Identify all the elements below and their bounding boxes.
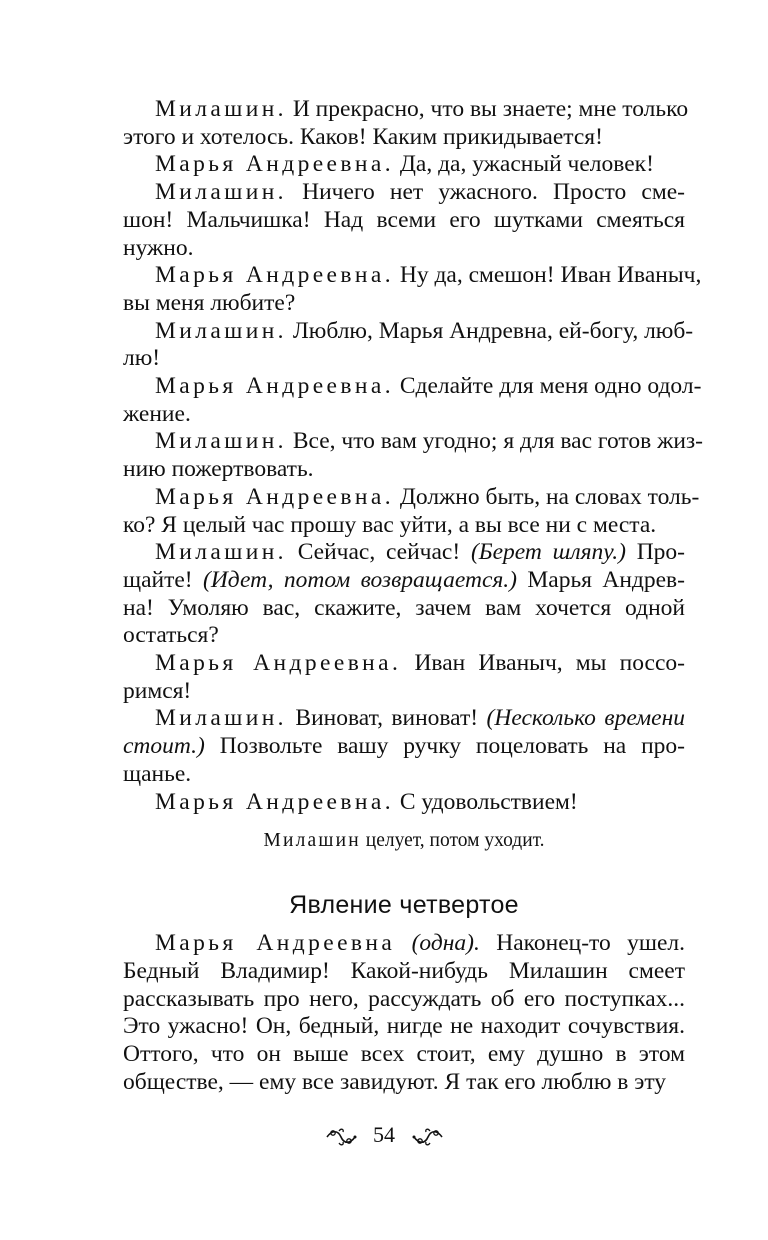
speaker-name: Милашин.	[155, 428, 287, 455]
page-footer	[0, 1120, 768, 1150]
text-line	[123, 401, 685, 429]
speaker-name: Марья Андреевна.	[155, 788, 394, 815]
line-text: Про-	[625, 539, 685, 566]
text-line	[123, 262, 702, 290]
line-text: рассказывать про него, рассуждать об его поступках...	[123, 985, 685, 1012]
speech-paragraph	[123, 317, 694, 373]
text-line	[123, 789, 685, 817]
line-text: на! Умоляю вас, скажите, зачем вам хочется одной	[123, 594, 685, 621]
line-text: Наконец-то ушел.	[479, 930, 685, 957]
line-text: Виноват, виноват!	[286, 705, 487, 732]
stage-remark: (Несколько времени	[486, 705, 685, 732]
stage-remark: (одна).	[411, 930, 480, 957]
text-line	[123, 207, 685, 235]
speaker-name: Марья Андреевна.	[155, 483, 394, 510]
text-line	[123, 373, 702, 401]
stage-remark: (Идет, потом возвращается.)	[203, 566, 518, 593]
speech-paragraph	[123, 262, 702, 317]
text-line	[123, 345, 685, 373]
speaker-name: Милашин.	[155, 96, 287, 122]
text-line	[123, 124, 685, 152]
text-line	[123, 890, 685, 920]
line-text: Иван Иваныч, мы поссо-	[401, 650, 685, 677]
text-line	[123, 512, 685, 540]
line-text	[395, 930, 411, 956]
text-line	[123, 151, 685, 179]
speech-paragraph	[123, 705, 685, 788]
text-line	[123, 317, 694, 346]
speech-paragraph	[123, 96, 689, 151]
line-text: лю!	[123, 345, 161, 372]
line-text: Ничего нет ужасного. Просто сме-	[286, 179, 685, 206]
stage-remark: стоит.)	[123, 733, 205, 760]
text-line	[123, 483, 700, 512]
text-line	[123, 456, 685, 484]
line-text: щайте!	[123, 566, 203, 593]
speaker-name: Милашин.	[155, 179, 287, 206]
text-line	[123, 958, 685, 986]
line-text: остаться?	[123, 622, 219, 649]
speaker-name: Марья Андреевна.	[155, 650, 402, 677]
text-line	[123, 761, 685, 789]
speaker-name: Милашин.	[155, 317, 287, 344]
speech-paragraph	[123, 373, 702, 428]
text-line	[123, 179, 685, 207]
text-line	[123, 622, 685, 650]
speech-paragraph	[123, 179, 685, 262]
speech-paragraph	[123, 428, 703, 483]
line-text: Ну да, смешон! Иван Иваныч,	[393, 262, 702, 289]
text-line	[123, 595, 685, 623]
speaker-name: Милашин.	[155, 539, 287, 566]
speaker-name: Марья Андреевна	[155, 930, 396, 957]
text-line	[123, 96, 689, 124]
speech-paragraph	[123, 930, 685, 1096]
line-text: нию пожертвовать.	[123, 456, 314, 483]
text-line	[123, 1041, 685, 1069]
speaker-name: Марья Андреевна.	[155, 262, 394, 289]
line-text: Сейчас, сейчас!	[286, 539, 471, 566]
line-text: Оттого, что он выше всех стоит, ему душно в этом	[123, 1041, 685, 1068]
speech-paragraph	[123, 539, 685, 650]
line-text: Все, что вам угодно; я для вас готов жиз-	[286, 428, 703, 455]
speech-paragraph	[123, 483, 700, 539]
text-line	[123, 678, 685, 706]
text-line	[123, 930, 685, 958]
text-line	[123, 539, 685, 567]
text-line	[123, 733, 685, 761]
line-text: шон! Мальчишка! Над всеми его шутками смеяться	[123, 206, 685, 233]
speaker-name: Милашин	[263, 830, 361, 852]
line-text: Да, да, ужасный человек!	[393, 151, 654, 178]
line-text: И прекрасно, что вы знаете; мне только	[286, 96, 689, 122]
line-text: Марья Андрев-	[517, 566, 685, 593]
line-text: Люблю, Марья Андревна, ей-богу, люб-	[286, 317, 694, 344]
line-text: вы меня любите?	[123, 289, 296, 316]
page-number: 54	[373, 1122, 395, 1147]
line-text: щанье.	[123, 760, 192, 787]
text-line	[123, 986, 685, 1014]
text-line	[123, 428, 703, 456]
speech-paragraph	[123, 151, 685, 179]
line-text: нужно.	[123, 234, 194, 261]
text-line	[123, 567, 685, 595]
line-text: Позвольте вашу ручку поцеловать на про-	[204, 733, 685, 760]
line-text: ко? Я целый час прошу вас уйти, а вы все ни с места.	[123, 511, 657, 538]
scene-heading	[123, 890, 685, 920]
stage-direction	[123, 828, 685, 854]
line-text: Явление четвертое	[289, 891, 519, 920]
speech-paragraph	[123, 789, 685, 817]
fleuron-left-icon	[324, 1126, 358, 1148]
page-body	[123, 96, 703, 1097]
line-text: обществе, — ему все завидуют. Я так его люблю в эту	[123, 1068, 667, 1095]
line-text: римся!	[123, 677, 192, 704]
line-text: С удовольствием!	[393, 788, 578, 815]
line-text: Должно быть, на словах толь-	[393, 483, 700, 510]
line-text: целует, потом уходит.	[360, 830, 545, 852]
fleuron-right-icon	[411, 1126, 445, 1148]
text-line	[123, 828, 685, 854]
stage-remark: (Берет шляпу.)	[470, 539, 626, 566]
speaker-name: Милашин.	[155, 705, 287, 732]
text-line	[123, 650, 685, 678]
text-line	[123, 235, 685, 263]
text-line	[123, 1069, 685, 1097]
line-text: жение.	[123, 400, 191, 427]
speaker-name: Марья Андреевна.	[155, 151, 394, 178]
speaker-name: Марья Андреевна.	[155, 373, 394, 400]
text-line	[123, 1013, 685, 1041]
line-text: Это ужасно! Он, бедный, нигде не находит сочувствия.	[123, 1013, 685, 1040]
text-line	[123, 705, 685, 733]
line-text: Бедный Владимир! Какой-нибудь Милашин смеет	[123, 957, 685, 984]
speech-paragraph	[123, 650, 685, 705]
line-text: этого и хотелось. Каков! Каким прикидывается!	[123, 123, 603, 150]
text-line	[123, 290, 685, 318]
line-text: Сделайте для меня одно одол-	[393, 373, 702, 400]
